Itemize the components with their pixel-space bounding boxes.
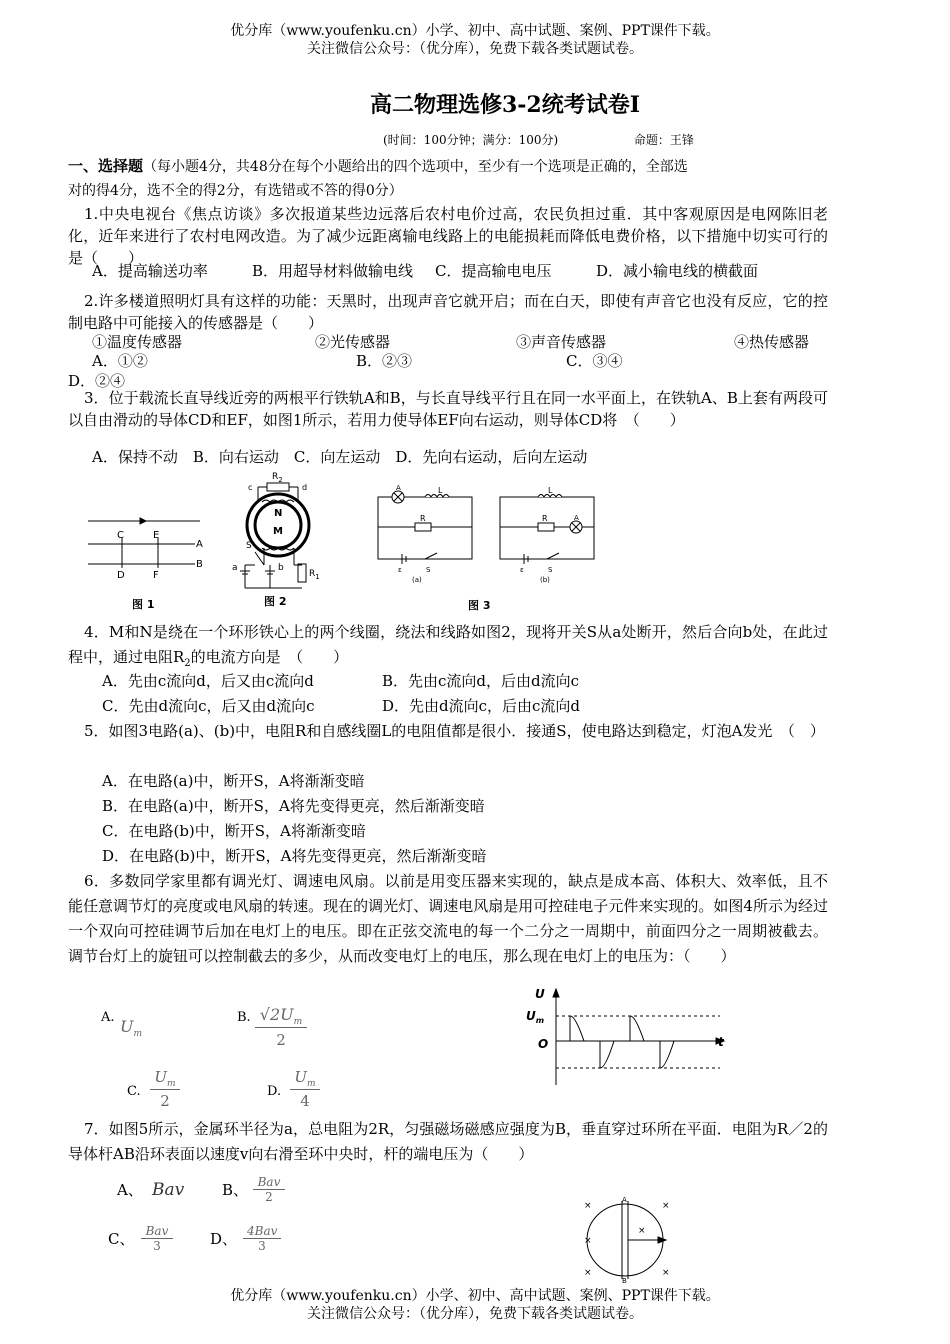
q7-c-num: Bav (141, 1224, 173, 1239)
q2-sensor-2: ②光传感器 (315, 333, 391, 351)
exam-author: 命题：王锋 (633, 133, 694, 147)
fig2-label-s: S (246, 541, 252, 551)
fig3a-label-a-caption: (a) (412, 576, 422, 584)
fig2-label-m: M (273, 526, 283, 537)
q7-c-den: 3 (153, 1239, 161, 1253)
figure-3b (500, 495, 594, 565)
q6-option-b-label: B. (237, 1010, 251, 1025)
fig4-label-u: U (535, 987, 545, 1001)
fig5-x-5: × (662, 1268, 670, 1278)
q6-option-c-label: C. (127, 1084, 141, 1099)
figures-1-3 (80, 470, 640, 615)
fig1-label-f: F (153, 570, 159, 581)
fig3b-label-e: ε (520, 566, 524, 574)
fig1-label-c: C (117, 530, 124, 541)
q1-option-c: C．提高输电电压 (435, 262, 552, 280)
q1-option-b: B．用超导材料做输电线 (252, 262, 414, 280)
q7-d-den: 3 (258, 1239, 266, 1253)
q1-option-a: A．提高输送功率 (92, 262, 208, 280)
page-title: 高二物理选修3-2统考试卷Ⅰ (369, 92, 641, 118)
header-line-1: 优分库（www.youfenku.cn）小学、初中、高中试题、案例、PPT课件下载。 (230, 23, 720, 39)
fig2-label-r2: $R_2$ (272, 472, 283, 484)
fig3a-label-a: A (396, 484, 401, 492)
fig2-label-a: a (232, 563, 238, 573)
q6-c-den: 2 (160, 1092, 170, 1110)
q6-option-a-value (120, 1017, 142, 1039)
section-1-title: 一、选择题 (68, 157, 144, 175)
fig5-label-a: A (622, 1196, 627, 1204)
q6-a-val: U (120, 1017, 134, 1036)
fig3b-label-b-caption: (b) (540, 576, 550, 584)
q6-d-den: 4 (300, 1092, 310, 1110)
fig2-label-r1: $R_1$ (309, 569, 320, 581)
header-line-2: 关注微信公众号：（优分库），免费下载各类试题试卷。 (307, 41, 643, 57)
q2-option-d: D．②④ (68, 372, 126, 390)
q2-stem: 2.许多楼道照明灯具有这样的功能：天黑时，出现声音它就开启；而在白天，即使有声音它也没有反应，它的控制电路中可能接入的传感器是（ ） (68, 292, 828, 332)
q7-option-d-label: D、 (210, 1230, 238, 1248)
q1-option-d: D．减小输电线的横截面 (596, 262, 759, 280)
q2-option-c: C．③④ (566, 352, 623, 370)
fig3a-label-e: ε (398, 566, 402, 574)
q2-sensor-4: ④热传感器 (734, 333, 810, 351)
fig2-label-c: c (248, 483, 253, 492)
figure-1 (88, 518, 200, 568)
q6-option-a-label: A. (101, 1010, 115, 1025)
figure-3a (378, 491, 472, 564)
fig3a-label-l: L (438, 486, 443, 495)
q5-option-a: A．在电路(a)中，断开S，A将渐渐变暗 (102, 772, 365, 790)
fig1-label-b: B (196, 559, 203, 570)
q4-stem (68, 620, 828, 676)
q5-stem: 5．如图3电路(a)、(b)中，电阻R和自感线圈L的电阻值都是很小．接通S，使电路达到稳定，灯泡A发光 （ ） (84, 722, 825, 740)
fig4-label-o: O (538, 1037, 549, 1051)
q7-option-a-label: A、 (117, 1181, 143, 1199)
fig3a-label-r: R (420, 514, 426, 523)
q6-d-sub: m (307, 1079, 316, 1089)
figure-5 (576, 1193, 686, 1285)
q7-b-den: 2 (265, 1190, 273, 1204)
footer-line-1: 优分库（www.youfenku.cn）小学、初中、高中试题、案例、PPT课件下载。 (230, 1288, 720, 1304)
q6-stem: 6．多数同学家里都有调光灯、调速电风扇。以前是用变压器来实现的，缺点是成本高、体积大、效率低，且不能任意调节灯的亮度或电风扇的转速。现在的调光灯、调速电风扇是用可控硅电子元件来实现的。如图4所示为经过一个双向可控硅调节后加在电灯上的电压。即在正弦交流电的每一个二分之一周期中，前面四分之一周期被截去。调节台灯上的旋钮可以控制截去的多少，从而改变电灯上的电压，那么现在电灯上的电压为：（ ） (68, 872, 828, 965)
exam-time: (时间：100分钟；满分：100分) (383, 133, 559, 147)
q4-stem-sub: 2 (184, 658, 191, 669)
q6-c-sub: m (167, 1079, 176, 1089)
fig3b-label-s: S (548, 566, 553, 574)
q5-option-b: B．在电路(a)中，断开S，A将先变得更亮，然后渐渐变暗 (102, 797, 485, 815)
q7-option-b-label: B、 (222, 1181, 249, 1199)
fig1-label-a: A (196, 539, 203, 550)
q6-option-c-fraction (150, 1068, 180, 1110)
q4-option-c: C．先由d流向c，后又由d流向c (102, 697, 315, 715)
q4-option-a: A．先由c流向d，后又由c流向d (102, 672, 314, 690)
fig3a-label-s: S (426, 566, 431, 574)
q2-sensor-3: ③声音传感器 (516, 333, 607, 351)
exam-meta (383, 131, 694, 148)
q4-option-b: B．先由c流向d，后由d流向c (382, 672, 580, 690)
q6-d-num: U (294, 1068, 308, 1086)
fig5-x-2: × (662, 1201, 670, 1211)
fig1-label-d: D (117, 570, 125, 581)
section-1-desc-2: 对的得4分，选不全的得2分，有选错或不答的得0分） (68, 183, 403, 199)
q6-b-sub: m (293, 1017, 303, 1028)
section-1-desc-1: （每小题4分，共48分在每个小题给出的四个选项中，至少有一个选项是正确的，全部选 (143, 159, 688, 175)
q3-stem: 3．位于载流长直导线近旁的两根平行铁轨A和B，与长直导线平行且在同一水平面上，在铁轨A、B上套有两段可以自由滑动的导体CD和EF，如图1所示，若用力使导体EF向右运动，则导体CD将 （ ） (68, 389, 828, 429)
q7-d-num: 4Bav (243, 1224, 281, 1239)
fig5-x-3: × (584, 1236, 592, 1246)
q4-stem-text-2: 的电流方向是 （ ） (190, 648, 349, 666)
fig1-caption: 图 1 (132, 598, 155, 611)
fig2-label-b: b (278, 563, 284, 573)
q4-option-d: D．先由d流向c，后由c流向d (382, 697, 581, 715)
footer-line-2: 关注微信公众号：（优分库），免费下载各类试题试卷。 (307, 1306, 643, 1322)
q6-c-num: U (154, 1068, 168, 1086)
q7-stem: 7．如图5所示，金属环半径为a，总电阻为2R，匀强磁场磁感应强度为B，垂直穿过环所在平面．电阻为R／2的导体杆AB沿环表面以速度v向右滑至环中央时，杆的端电压为（ ） (68, 1120, 828, 1163)
q4-stem-text: 4．M和N是绕在一个环形铁心上的两个线圈，绕法和线路如图2，现将开关S从a处断开，然后合向b处，在此过程中，通过电阻R (68, 623, 828, 666)
fig5-x-4: × (584, 1268, 592, 1278)
q6-a-sub: m (133, 1029, 143, 1040)
figure-4 (520, 985, 735, 1090)
q2-option-b: B．②③ (356, 352, 413, 370)
q7-option-c-fraction (141, 1224, 173, 1253)
fig5-label-b: B (622, 1277, 627, 1285)
fig5-x-1: × (584, 1201, 592, 1211)
section-1-heading (68, 155, 688, 176)
fig3b-label-l: L (548, 486, 553, 495)
q6-b-num: √2U (259, 1005, 294, 1024)
fig2-label-d: d (302, 483, 308, 492)
fig2-label-n: N (274, 508, 283, 519)
q7-option-d-fraction (243, 1224, 281, 1253)
q2-option-a: A．①② (92, 352, 148, 370)
q1-stem: 1.中央电视台《焦点访谈》多次报道某些边远落后农村电价过高，农民负担过重．其中客观原因是电网陈旧老化，近年来进行了农村电网改造。为了减少远距离输电线路上的电能损耗而降低电费价格，以下措施中切实可行的是（ ） (68, 205, 828, 267)
q3-options: A．保持不动 B．向右运动 C．向左运动 D．先向右运动，后向左运动 (92, 448, 588, 466)
q7-option-a-value: Bav (152, 1180, 185, 1200)
q7-option-c-label: C、 (108, 1230, 135, 1248)
fig1-label-e: E (153, 530, 160, 541)
fig3b-label-r: R (542, 514, 548, 523)
fig4-label-t: t (718, 1035, 724, 1049)
fig2-caption: 图 2 (264, 595, 287, 608)
q6-b-den: 2 (276, 1031, 286, 1050)
q2-sensor-1: ①温度传感器 (92, 333, 183, 351)
q6-option-d-label: D. (267, 1084, 282, 1099)
fig3-caption: 图 3 (468, 599, 491, 612)
q7-option-b-fraction (253, 1175, 285, 1204)
q5-option-c: C．在电路(b)中，断开S，A将渐渐变暗 (102, 822, 366, 840)
q6-option-b-fraction (255, 1005, 307, 1049)
q6-option-d-fraction (290, 1068, 320, 1110)
q5-option-d: D．在电路(b)中，断开S，A将先变得更亮，然后渐渐变暗 (102, 847, 487, 865)
q7-b-num: Bav (253, 1175, 285, 1190)
fig3b-label-a: A (574, 514, 579, 522)
fig5-x-6: × (638, 1226, 646, 1236)
fig4-label-um: $U_m$ (526, 1009, 545, 1025)
